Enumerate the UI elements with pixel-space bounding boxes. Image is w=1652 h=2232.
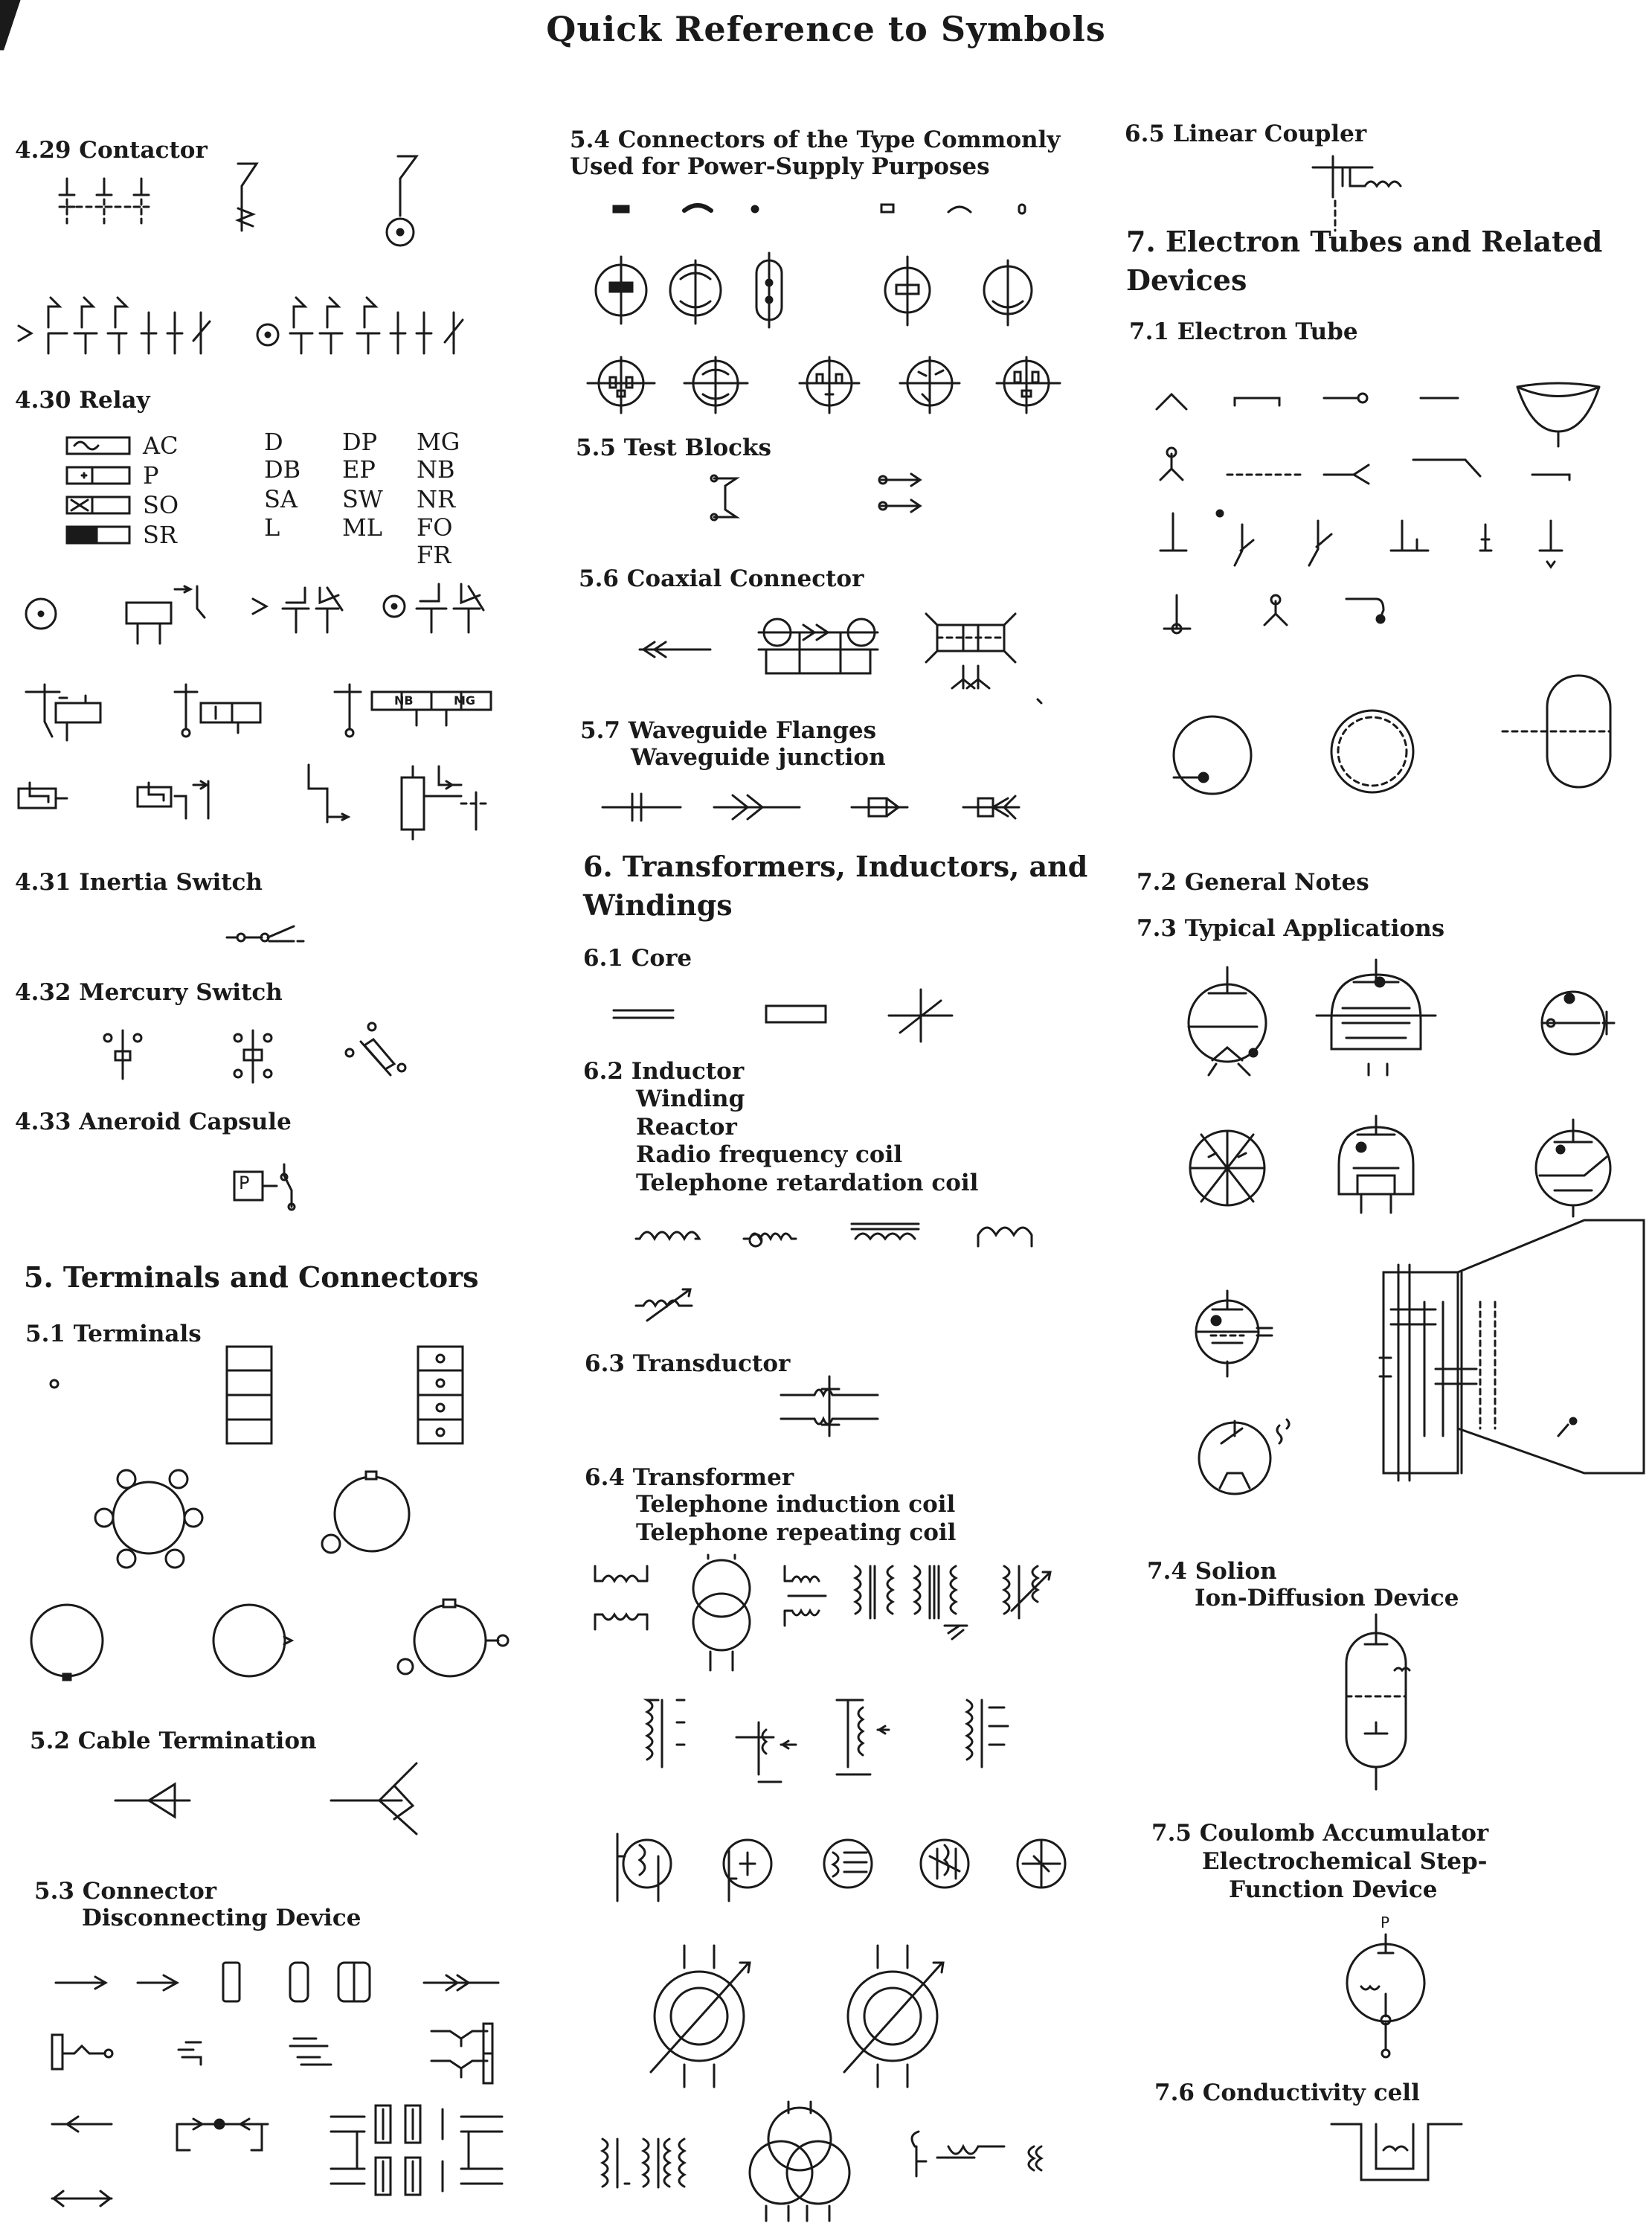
- solion-icon: [1302, 1607, 1450, 1800]
- heading-induction-coil: Telephone induction coil: [636, 1491, 956, 1518]
- heading-waveguide-junction: Waveguide junction: [631, 744, 886, 771]
- transformer-icons: [588, 1559, 1093, 2228]
- heading-inductor: 6.2 Inductor: [583, 1058, 745, 1085]
- coulomb-accumulator-icon: [1335, 1920, 1447, 2068]
- heading-mercury-switch: 4.32 Mercury Switch: [15, 979, 283, 1006]
- heading-rf-coil: Radio frequency coil: [636, 1141, 903, 1168]
- relay-legend-ac: AC: [143, 432, 179, 460]
- relay-code-ep: EP: [342, 455, 376, 484]
- typical-application-tubes: [1168, 952, 1651, 1503]
- heading-windings: Windings: [583, 888, 733, 922]
- heading-inertia-switch: 4.31 Inertia Switch: [15, 869, 263, 896]
- relay-code-fo: FO: [417, 513, 453, 542]
- heading-retardation-coil: Telephone retardation coil: [636, 1170, 979, 1196]
- contactor-symbols: [15, 149, 491, 372]
- heading-relay: 4.30 Relay: [15, 387, 150, 414]
- relay-code-ml: ML: [342, 513, 383, 542]
- heading-electron-tubes: 7. Electron Tubes and Related: [1126, 225, 1603, 258]
- heading-ion-diffusion: Ion-Diffusion Device: [1195, 1585, 1459, 1612]
- heading-reactor: Reactor: [636, 1114, 737, 1141]
- mercury-switch-icons: [97, 1023, 417, 1090]
- heading-power-connectors-sub: Used for Power-Supply Purposes: [570, 153, 990, 180]
- heading-electrochemical: Electrochemical Step-: [1202, 1848, 1488, 1875]
- connector-symbols: [45, 1949, 513, 2225]
- cable-termination-icons: [104, 1760, 461, 1841]
- conductivity-cell-icon: [1324, 2113, 1473, 2195]
- aneroid-capsule-label: P: [239, 1173, 250, 1193]
- relay-code-d: D: [264, 428, 283, 456]
- relay-code-l: L: [264, 513, 280, 542]
- heading-coaxial-connector: 5.6 Coaxial Connector: [579, 565, 864, 592]
- power-connector-symbols: [580, 190, 1086, 435]
- relay-code-fr: FR: [417, 541, 451, 569]
- inertia-switch-icon: [223, 919, 305, 949]
- coaxial-connector-icons: [625, 599, 1041, 718]
- heading-solion: 7.4 Solion: [1147, 1558, 1277, 1585]
- heading-test-blocks: 5.5 Test Blocks: [576, 434, 771, 461]
- heading-terminals: 5.1 Terminals: [25, 1321, 202, 1347]
- heading-coulomb-accumulator: 7.5 Coulomb Accumulator: [1151, 1820, 1489, 1847]
- heading-terminals-connectors: 5. Terminals and Connectors: [24, 1260, 479, 1294]
- heading-waveguide-flanges: 5.7 Waveguide Flanges: [580, 717, 877, 744]
- relay-code-sa: SA: [264, 485, 298, 513]
- relay-legend-icons: [65, 436, 132, 548]
- heading-transformer: 6.4 Transformer: [585, 1464, 794, 1491]
- heading-step-function: Function Device: [1229, 1876, 1438, 1903]
- linear-coupler-icon: [1309, 149, 1428, 201]
- relay-code-nb: NB: [417, 455, 455, 484]
- heading-conductivity-cell: 7.6 Conductivity cell: [1154, 2079, 1420, 2106]
- heading-transductor: 6.3 Transductor: [585, 1350, 791, 1377]
- heading-contactor: 4.29 Contactor: [15, 137, 208, 164]
- relay-legend-so: SO: [143, 491, 179, 519]
- relay-code-mg: MG: [417, 428, 460, 456]
- relay-legend-p: P: [143, 461, 159, 490]
- relay-code-nr: NR: [417, 485, 456, 513]
- heading-typical-applications: 7.3 Typical Applications: [1137, 915, 1445, 942]
- relay-box-label-mg: MG: [454, 693, 476, 708]
- relay-code-db: DB: [264, 455, 301, 484]
- relay-code-dp: DP: [342, 428, 378, 456]
- relay-code-sw: SW: [342, 485, 383, 513]
- terminal-symbols: [22, 1339, 513, 1711]
- coulomb-p-label: P: [1381, 1914, 1390, 1931]
- heading-connector: 5.3 Connector: [34, 1878, 217, 1905]
- heading-disconnecting-device: Disconnecting Device: [82, 1905, 361, 1931]
- heading-general-notes: 7.2 General Notes: [1137, 869, 1369, 896]
- heading-aneroid-capsule: 4.33 Aneroid Capsule: [15, 1109, 292, 1135]
- heading-cable-termination: 5.2 Cable Termination: [30, 1728, 317, 1754]
- inductor-icons: [625, 1213, 1056, 1332]
- test-block-icons: [710, 465, 933, 532]
- relay-symbols: [15, 573, 498, 841]
- heading-electron-tube: 7.1 Electron Tube: [1129, 318, 1358, 345]
- heading-winding: Winding: [636, 1085, 745, 1112]
- relay-legend-sr: SR: [143, 521, 178, 549]
- page-title: Quick Reference to Symbols: [546, 9, 1106, 49]
- heading-transformers: 6. Transformers, Inductors, and: [583, 850, 1088, 883]
- heading-linear-coupler: 6.5 Linear Coupler: [1125, 121, 1367, 147]
- transductor-icon: [774, 1373, 885, 1440]
- heading-devices: Devices: [1126, 263, 1247, 297]
- electron-tube-elements: [1145, 365, 1636, 811]
- heading-repeating-coil: Telephone repeating coil: [636, 1519, 957, 1546]
- heading-core: 6.1 Core: [583, 945, 692, 972]
- relay-box-label-nb: NB: [394, 693, 414, 708]
- heading-power-connectors: 5.4 Connectors of the Type Commonly: [570, 126, 1061, 153]
- core-icons: [602, 982, 989, 1056]
- waveguide-icons: [595, 785, 1041, 830]
